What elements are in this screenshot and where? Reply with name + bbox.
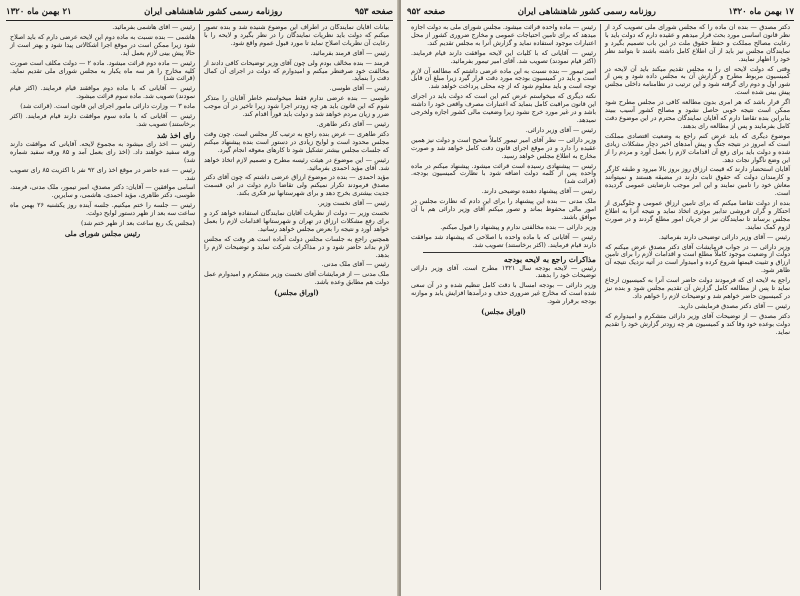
text-paragraph: رئیس — آقایانی که با ماده واحده با اصلاحی که پیشنهاد شد موافقت دارند قیام فرمایند. (اکثر برخاستند) تصویب شد.	[411, 233, 596, 249]
left-page-gazette-title: روزنامه رسمی کشور شاهنشاهی ایران	[144, 7, 283, 17]
text-paragraph: رئیس — آقایانی که با ماده سوم موافقت دارند قیام فرمایند. (اکثر برخاستند) تصویب شد.	[10, 113, 195, 128]
text-paragraph: آقایان استحضار دارند که قیمت ارزاق روز بروز بالا میرود و طبقه کارگر و کارمندان دولت که حقوق ثابت دارند در مضیقه هستند و نمیتوانند معاش خود را تامین نمایند و این امر موجب نارضایتی عمومی گردیده است.	[605, 166, 790, 198]
right-page-columns	[407, 24, 794, 590]
text-paragraph: رئیس — آقای هاشمی بفرمائید.	[112, 24, 195, 31]
text-paragraph: رئیس — آقای وزیر دارائی.	[525, 126, 596, 134]
text-paragraph: اسامی موافقین — آقایان: دکتر مصدق، امیر تیمور، ملک مدنی، فرمند، طوسی، دکتر طاهری، مؤید احمدی، هاشمی، و سایرین.	[10, 184, 195, 200]
text-paragraph: رئیس — ماده دوم قرائت میشود. ماده ۲ — دولت مکلف است صورت کلیه مخارج را هر سه ماه یکبار به مجلس شورای ملی تقدیم نماید. (قرائت شد)	[10, 59, 195, 83]
text-paragraph: راجع به لایحه ای که فرمودند دولت حاضر است آنرا به کمیسیون ارجاع نماید تا پس از مطالعه کامل گزارش آن تقدیم مجلس شود و بنده نیز در کمیسیون حاضر خواهم شد و توضیحات لازم را خواهم داد.	[605, 277, 790, 300]
column-divider-rule	[423, 252, 584, 253]
text-paragraph: رئیس — این موضوع در هیئت رئیسه مطرح و تصمیم لازم اتخاذ خواهد شد. آقای مؤید احمدی بفرمائید.	[204, 156, 389, 172]
text-paragraph: وزیر دارائی — در جواب فرمایشات آقای دکتر مصدق عرض میکنم که دولت از وضعیت موجود کاملاً مطلع است و اقدامات لازم را برای تامین ارزاق و تثبیت قیمتها شروع کرده و امیدوار است در آتیه نزدیک نتیجه آن ظاهر شود.	[605, 243, 790, 275]
text-paragraph: رئیس — آقای دکتر مصدق فرمایشی دارید.	[678, 302, 790, 310]
text-paragraph: رئیس — آقای وزیر دارائی توضیحی دارند بفرمائید.	[658, 233, 790, 241]
right-page	[401, 0, 800, 596]
text-paragraph: رئیس — آقای فرمند بفرمائید.	[310, 49, 389, 57]
text-paragraph: رئیس — آقای ملک مدنی.	[321, 261, 389, 269]
section-heading: مذاکرات راجع به لایحه بودجه	[503, 254, 596, 264]
text-paragraph: طوسی — بنده عرضی ندارم فقط میخواستم خاطر آقایان را متذکر شوم که این قانون باید هر چه زودتر اجرا شود زیرا تاخیر در آن موجب ضرر و زیان مردم خواهد شد و دولت باید فوراً اقدام کند.	[204, 95, 389, 119]
text-paragraph: امیر تیمور — بنده نسبت به این ماده عرضی داشتم که مطالعه آن لازم است و باید در کمیسیون بودجه مورد دقت قرار گیرد زیرا مبلغ آن قابل توجه است و باید معلوم شود که از چه محلی پرداخت خواهد شد.	[411, 67, 596, 91]
left-page-column-1	[200, 24, 393, 590]
text-paragraph: رئیس — آقای دکتر طاهری.	[316, 120, 389, 128]
text-paragraph: رئیس — ماده واحده قرائت میشود. مجلس شورای ملی به دولت اجازه میدهد که برای تامین احتیاجات عمومی و مخارج ضروری کشور از محل اعتبارات موجود استفاده نماید و گزارش آنرا به مجلس تقدیم کند.	[411, 24, 596, 47]
text-paragraph: رئیس — عده حاضر در موقع اخذ رای ۹۲ نفر با اکثریت ۸۵ رای تصویب شد.	[10, 166, 196, 182]
text-paragraph: رئیس — آقایانی که با کلیات این لایحه موافقت دارند قیام فرمایند. (اکثر قیام نمودند) تصویب شد. آقای امیر تیمور بفرمائید.	[411, 49, 596, 65]
text-paragraph: رئیس — پیشنهادی رسیده است قرائت میشود. پیشنهاد میکنم در ماده واحده پس از کلمه دولت اضافه شود با نظارت کمیسیون بودجه. (قرائت شد)	[411, 162, 596, 186]
text-paragraph: فرمند — بنده مخالف بودم ولی چون آقای وزیر توضیحات کافی دادند از مخالفت خود صرفنظر میکنم و امیدوارم که دولت در اجرای آن کمال دقت را بنماید.	[204, 59, 389, 83]
left-page-header	[6, 4, 393, 21]
left-page-number: صفحه ۹۵۳	[354, 7, 393, 17]
text-paragraph: رئیس — اخذ رای میشود به مجموع لایحه. آقایانی که موافقت دارند ورقه سفید خواهند داد. (اخذ رای بعمل آمد و ۸۵ ورقه سفید شماره شد)	[10, 140, 195, 164]
text-paragraph: رئیس — آقای طوسی.	[329, 85, 389, 93]
right-page-date: ۱۷ بهمن ماه ۱۳۲۰	[728, 7, 794, 17]
left-page	[0, 0, 399, 596]
text-paragraph: وزیر دارائی — نظر آقای امیر تیمور کاملاً صحیح است و دولت نیز همین عقیده را دارد و در موقع اجرای قانون دقت کامل خواهد شد و صورت مخارج به اطلاع مجلس خواهد رسید.	[411, 136, 596, 160]
text-paragraph: مؤید احمدی — بنده در موضوع ارزاق عرضی داشتم که چون آقای دکتر مصدق فرمودند تکرار نمیکنم ولی تقاضا دارم دولت در این قسمت جدیت بیشتری بخرج دهد و برای شهرستانها نیز فکری بکند.	[204, 174, 389, 198]
text-paragraph: وزیر دارائی — بودجه امسال با دقت کامل تنظیم شده و در آن سعی شده است که مخارج غیر ضروری حذف و درآمدها افزایش یابد و موازنه بودجه برقرار شود.	[411, 282, 596, 306]
text-paragraph: نکته دیگری که میخواستم عرض کنم این است که دولت باید در اجرای این قانون مراقبت کامل بنماید که اعتبارات مصرف واقعی خود را داشته باشد و در غیر مورد خرج نشود زیرا وضعیت مالی کشور اجازه ولخرجی نمیدهد.	[411, 93, 596, 124]
text-paragraph: بنده از دولت تقاضا میکنم که برای تامین ارزاق عمومی و جلوگیری از احتکار و گران فروشی تدابیر موثری اتخاذ نماید و نتیجه آنرا به اطلاع مجلس برساند تا نمایندگان نیز از جریان امور مطلع گردند و در صورت لزوم کمک نمایند.	[605, 200, 790, 231]
text-paragraph: ملک مدنی — از فرمایشات آقای نخست وزیر متشکرم و امیدوارم عمل دولت هم مطابق وعده باشد.	[204, 271, 389, 287]
text-paragraph: همچنین راجع به جلسات مجلس دولت آماده است هر وقت که مجلس لازم بداند حاضر شود و در مذاکرات شرکت نماید و توضیحات لازم را بدهد.	[204, 235, 389, 259]
text-paragraph: رئیس — آقایانی که با ماده دوم موافقند قیام فرمایند. (اکثر قیام نمودند) تصویب شد. ماده سوم قرائت میشود.	[10, 85, 195, 101]
text-paragraph: بیانات آقایان نمایندگان در اطراف این موضوع شنیده شد و بنده تصور میکنم که دولت باید نظریات نمایندگان را در نظر بگیرد و لایحه را با رعایت آن نظریات اصلاح نماید تا مورد قبول عموم واقع شود.	[204, 24, 389, 47]
section-signature: (اوراق مجلس)	[481, 307, 526, 317]
section-signature: رئیس مجلس شورای ملی	[64, 228, 141, 238]
text-paragraph: وزیر دارائی — بنده مخالفتی ندارم و پیشنهاد را قبول میکنم.	[440, 223, 596, 231]
section-signature: (اوراق مجلس)	[274, 288, 319, 298]
left-page-column-2	[6, 24, 200, 590]
left-page-columns	[6, 24, 393, 590]
right-page-column-1	[601, 24, 794, 590]
text-paragraph: دکتر مصدق — از توضیحات آقای وزیر دارائی متشکرم و امیدوارم که دولت بوعده خود وفا کند و کمیسیون هر چه زودتر گزارش خود را تقدیم نماید.	[605, 312, 790, 336]
right-page-column-2	[407, 24, 601, 590]
text-paragraph: نخست وزیر — دولت از نظریات آقایان نمایندگان استفاده خواهد کرد و برای رفع مشکلات ارزاق در تهران و شهرستانها اقدامات لازم را بعمل خواهد آورد و نتیجه را بعرض مجلس خواهد رسانید.	[204, 210, 389, 233]
text-paragraph: دکتر طاهری — عرض بنده راجع به ترتیب کار مجلس است. چون وقت مجلس محدود است و لوایح زیادی در دستور است بنده پیشنهاد میکنم که جلسات مجلس بیشتر تشکیل شود تا کارهای معوقه انجام گیرد.	[204, 130, 389, 154]
text-paragraph: وقتی که دولت لایحه ای را به مجلس تقدیم میکند باید آن لایحه در کمیسیون مربوط مطرح و گزارش آن به مجلس داده شود و پس از شور اول و دوم رای گرفته شود و این ترتیب در نظامنامه داخلی مجلس پیش بینی شده است.	[605, 65, 790, 97]
text-paragraph: رئیس — آقای نخست وزیر.	[317, 200, 389, 208]
text-paragraph: اگر قرار باشد که هر امری بدون مطالعه کافی در مجلس مطرح شود ممکن است نتیجه خوبی حاصل نشود و مصالح کشور آسیب ببیند بنابراین بنده تقاضا دارم که آقایان نمایندگان محترم در این موضوع دقت کامل بفرمایند و پس از مطالعه رای بدهند.	[605, 99, 790, 130]
text-paragraph: (مجلس یک ربع ساعت بعد از ظهر ختم شد)	[81, 220, 195, 228]
text-paragraph: موضوع دیگری که باید عرض کنم راجع به وضعیت اقتصادی مملکت است که امروز در نتیجه جنگ و پیش آمدهای اخیر دچار مشکلات زیادی شده و دولت باید برای رفع آن اقدامات لازم را بعمل آورد و مردم را از این وضع ناگوار نجات دهد.	[605, 132, 790, 164]
text-paragraph: دکتر مصدق — بنده آن ماده را که مجلس شورای ملی تصویب کرد از نظر قانون اساسی مورد بحث قرار میدهم و عقیده دارم که دولت باید با رعایت مصالح مملکت و حفظ حقوق ملت در این باب تصمیم بگیرد و نمایندگان مجلس نیز باید از آن اطلاع کامل داشته باشند تا بتوانند نظر خود را اظهار نمایند.	[605, 24, 790, 63]
left-page-date: ۲۱ بهمن ماه ۱۳۲۰	[6, 7, 72, 17]
text-paragraph: ملک مدنی — بنده این پیشنهاد را برای این دادم که نظارت مجلس در امور مالی محفوظ بماند و تصور میکنم آقای وزیر دارائی هم با آن موافق باشند.	[411, 198, 596, 221]
text-paragraph: رئیس — لایحه بودجه سال ۱۳۲۱ مطرح است. آقای وزیر دارائی توضیحات خود را بدهند.	[411, 264, 596, 280]
right-page-number: صفحه ۹۵۲	[407, 7, 446, 17]
text-paragraph: رئیس — آقای پیشنهاد دهنده توضیحی دارند.	[481, 188, 596, 196]
section-heading: رای اخذ شد	[156, 130, 195, 140]
text-paragraph: رئیس — جلسه را ختم میکنیم. جلسه آینده روز یکشنبه ۲۶ بهمن ماه ساعت سه بعد از ظهر دستور لوایح دولت.	[10, 202, 195, 218]
text-paragraph: ماده ۳ — وزارت دارائی مامور اجرای این قانون است. (قرائت شد)	[20, 103, 195, 111]
right-page-header	[407, 4, 794, 21]
text-paragraph: هاشمی — بنده نسبت به ماده دوم این لایحه عرضی دارم که باید اصلاح شود زیرا ممکن است در موقع اجرا اشکالاتی پیدا شود و بهتر است از حالا پیش بینی لازم بعمل آید.	[10, 33, 195, 57]
right-page-gazette-title: روزنامه رسمی کشور شاهنشاهی ایران	[517, 7, 656, 17]
